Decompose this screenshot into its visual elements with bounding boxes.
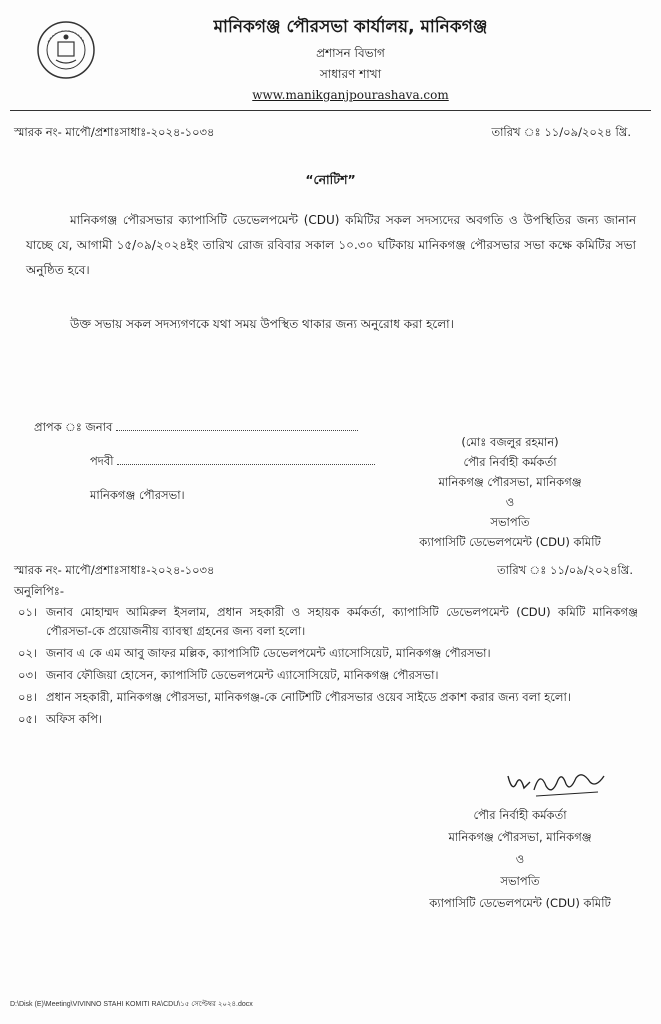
recipient-line — [34, 418, 358, 438]
signatory-committee: ক্যাপাসিটি ডেভেলপমেন্ট (CDU) কমিটি — [429, 896, 611, 910]
signatory-role: সভাপতি — [490, 515, 530, 529]
copy-item — [18, 666, 638, 685]
copy-date: তারিখ ঃ ১১/০৯/২০২৪খ্রি. — [497, 563, 633, 577]
copy-item-text: জনাব ফৌজিয়া হোসেন, ক্যাপাসিটি ডেভেলপমেন্ট এ্যাসোসিয়েট, মানিকগঞ্জ পৌরসভা। — [46, 668, 439, 682]
notice-paragraph-1: মানিকগঞ্জ পৌরসভার ক্যাপাসিটি ডেভেলপমেন্ট (CDU) কমিটির সকল সদস্যদের অবগতি ও উপস্থিতির জন্য জানান যাচ্ছে যে, আগামী ১৫/০৯/২০২৪ইং তারিখ রোজ রবিবার সকাল ১০.৩০ ঘটিকায় মানিকগঞ্জ পৌরসভার সভা কক্ষে কমিটির সভা অনুষ্ঠিত হবে। — [26, 213, 636, 277]
signatory-and: ও — [505, 495, 515, 509]
office-title: মানিকগঞ্জ পৌরসভা কার্যালয়, মানিকগঞ্জ — [213, 17, 488, 37]
signatory-block-2 — [400, 804, 640, 914]
website-link[interactable]: www.manikganjpourashava.com — [252, 88, 449, 102]
copy-item — [18, 688, 638, 707]
copy-item-text: অফিস কপি। — [46, 712, 103, 726]
signatory-office: মানিকগঞ্জ পৌরসভা, মানিকগঞ্জ — [438, 475, 582, 489]
signatory-post: পৌর নির্বাহী কর্মকর্তা — [473, 808, 567, 822]
handwritten-signature — [500, 762, 610, 802]
signatory-office: মানিকগঞ্জ পৌরসভা, মানিকগঞ্জ — [448, 830, 592, 844]
copy-item-number: ০৩। — [18, 668, 38, 682]
signatory-role: সভাপতি — [500, 874, 540, 888]
copy-label: অনুলিপিঃ- — [14, 584, 65, 598]
memo-date: তারিখ ঃ ১১/০৯/২০২৪ খ্রি. — [491, 125, 631, 139]
copy-reference: স্মারক নং- মাপৌ/প্রশাঃসাধাঃ-২০২৪-১০৩৪ — [14, 563, 215, 577]
memo-reference: স্মারক নং- মাপৌ/প্রশাঃসাধাঃ-২০২৪-১০৩৪ — [14, 125, 215, 139]
recipient-blank — [116, 418, 358, 431]
designation-label: পদবী — [90, 454, 114, 468]
signatory-name: (মোঃ বজলুর রহমান) — [461, 435, 559, 449]
copy-item-number: ০২। — [18, 646, 38, 660]
copy-item-text: জনাব মোহাম্মদ আমিরুল ইসলাম, প্রধান সহকারী ও সহায়ক কর্মকর্তা, ক্যাপাসিটি ডেভেলপমেন্ট (CDU) কমিটি মানিকগঞ্জ পৌরসভা-কে প্রয়োজনীয় ব্যাবস্থা গ্রহনের জন্য বলা হলো। — [46, 605, 638, 638]
section-name: সাধারণ শাখা — [319, 67, 382, 81]
copy-item-text: প্রধান সহকারী, মানিকগঞ্জ পৌরসভা, মানিকগঞ্জ-কে নোটিশটি পৌরসভার ওয়েব সাইডে প্রকাশ করার জন্য বলা হলো। — [46, 690, 571, 704]
designation-blank — [117, 452, 375, 465]
header-divider — [10, 110, 651, 111]
copy-item-number: ০১। — [18, 605, 38, 619]
copy-item-number: ০৪। — [18, 690, 38, 704]
signatory-and: ও — [515, 852, 525, 866]
copy-item-number: ০৫। — [18, 712, 38, 726]
copy-item — [18, 710, 638, 729]
recipient-org: মানিকগঞ্জ পৌরসভা। — [90, 488, 185, 502]
recipient-label: প্রাপক ঃ জনাব — [34, 420, 113, 434]
notice-heading: “নোটিশ” — [305, 172, 356, 187]
copy-item-text: জনাব এ কে এম আবু জাফর মল্লিক, ক্যাপাসিটি ডেভেলপমেন্ট এ্যাসোসিয়েট, মানিকগঞ্জ পৌরসভা। — [46, 646, 491, 660]
copy-list — [18, 603, 638, 729]
notice-paragraph-2: উক্ত সভায় সকল সদস্যগণকে যথা সময় উপস্থিত থাকার জন্য অনুরোধ করা হলো। — [70, 317, 454, 331]
file-path-footer: D:\Disk (E)\Meeting\VIVINNO STAHI KOMITI RA\CDU\১৫ সেপ্টেম্বর ২০২৪.docx — [10, 1001, 253, 1008]
designation-line — [90, 452, 375, 472]
signatory-block — [390, 432, 630, 552]
copy-item — [18, 603, 638, 641]
signatory-committee: ক্যাপাসিটি ডেভেলপমেন্ট (CDU) কমিটি — [419, 535, 601, 549]
department-name: প্রশাসন বিভাগ — [316, 46, 385, 60]
copy-item — [18, 644, 638, 663]
signatory-post: পৌর নির্বাহী কর্মকর্তা — [463, 455, 557, 469]
